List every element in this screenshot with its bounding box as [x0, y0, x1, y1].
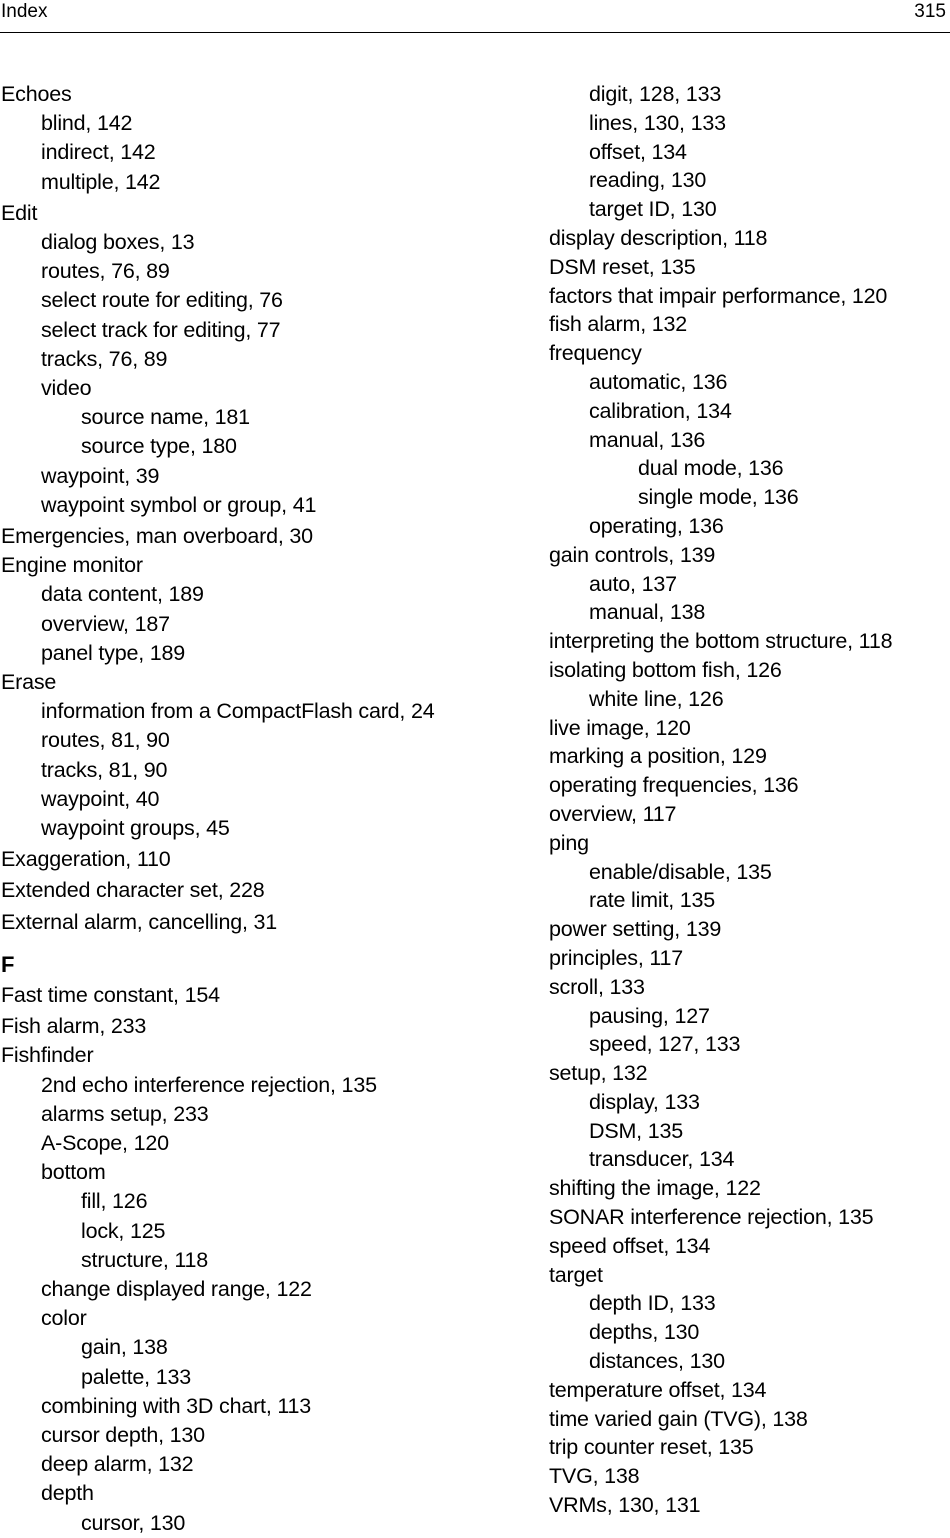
index-subentry: routes, 76, 89 [41, 259, 170, 284]
index-subsubentry: transducer, 134 [589, 1147, 735, 1172]
index-subentry: SONAR interference rejection, 135 [549, 1205, 874, 1230]
page-number: 315 [914, 1, 946, 22]
index-subsubentry: source name, 181 [81, 405, 250, 430]
index-subsubentry: lock, 125 [81, 1218, 166, 1243]
index-entry: Echoes [1, 82, 72, 106]
index-subentry: overview, 187 [41, 611, 170, 636]
index-subsubentry: reading, 130 [589, 168, 707, 193]
index-subsubentry: DSM, 135 [589, 1118, 683, 1143]
index-subentry: bottom [41, 1160, 106, 1185]
index-entry: Engine monitor [1, 553, 143, 578]
index-subentry: setup, 132 [549, 1061, 648, 1086]
index-subentry: color [41, 1306, 87, 1331]
index-subsubentry: offset, 134 [589, 139, 687, 164]
index-subsubentry: display, 133 [589, 1089, 700, 1114]
index-subentry: A-Scope, 120 [41, 1130, 169, 1155]
running-header-title: Index [1, 1, 48, 22]
index-subentry: routes, 81, 90 [41, 728, 170, 753]
index-subentry: select track for editing, 77 [41, 317, 281, 342]
index-subsubentry: fill, 126 [81, 1189, 148, 1214]
index-subentry: waypoint, 40 [41, 786, 160, 811]
index-subsubentry: palette, 133 [81, 1364, 191, 1389]
index-subsubsubentry: single mode, 136 [638, 485, 799, 510]
index-subsubentry: manual, 138 [589, 600, 706, 625]
index-subsubentry: enable/disable, 135 [589, 859, 772, 884]
index-column-left [1, 80, 541, 1538]
index-subentry: select route for editing, 76 [41, 288, 283, 313]
index-subentry: shifting the image, 122 [549, 1176, 761, 1201]
index-subentry: speed offset, 134 [549, 1233, 711, 1258]
index-subentry: tracks, 76, 89 [41, 346, 168, 371]
index-subentry: overview, 117 [549, 801, 677, 826]
index-subentry: live image, 120 [549, 715, 691, 740]
index-subentry: VRMs, 130, 131 [549, 1493, 701, 1518]
index-subentry: alarms setup, 233 [41, 1101, 209, 1126]
index-subsubentry: manual, 136 [589, 427, 706, 452]
index-subsubentry: cursor, 130 [81, 1510, 186, 1535]
index-subentry: multiple, 142 [41, 169, 161, 194]
index-subentry: indirect, 142 [41, 140, 156, 165]
index-entry: External alarm, cancelling, 31 [1, 909, 278, 934]
page-header [0, 0, 950, 33]
index-entry: Emergencies, man overboard, 30 [1, 524, 313, 549]
index-subsubentry: digit, 128, 133 [589, 82, 722, 106]
index-subentry: blind, 142 [41, 111, 133, 136]
index-subsubentry: automatic, 136 [589, 369, 728, 394]
index-subentry: operating frequencies, 136 [549, 773, 799, 798]
index-entry: Extended character set, 228 [1, 878, 265, 903]
index-subsubentry: rate limit, 135 [589, 888, 716, 913]
index-subsubsubentry: dual mode, 136 [638, 456, 784, 481]
index-subentry: panel type, 189 [41, 640, 186, 665]
index-entry: Fish alarm, 233 [1, 1014, 147, 1039]
index-subentry: video [41, 376, 92, 401]
index-subentry: information from a CompactFlash card, 24 [41, 699, 435, 724]
index-subentry: ping [549, 830, 589, 855]
index-subentry: combining with 3D chart, 113 [41, 1393, 312, 1418]
index-column-right [549, 80, 949, 1520]
index-subsubentry: lines, 130, 133 [589, 110, 726, 135]
index-subentry: TVG, 138 [549, 1464, 640, 1489]
index-subsubentry: target ID, 130 [589, 197, 717, 222]
index-subentry: dialog boxes, 13 [41, 230, 195, 255]
index-subentry: data content, 189 [41, 582, 204, 607]
index-subsubentry: distances, 130 [589, 1349, 725, 1374]
index-subsubentry: white line, 126 [589, 686, 724, 711]
index-subsubentry: calibration, 134 [589, 398, 732, 423]
index-subentry: isolating bottom fish, 126 [549, 657, 782, 682]
index-subentry: temperature offset, 134 [549, 1377, 767, 1402]
index-subentry: gain controls, 139 [549, 542, 716, 567]
index-subentry: marking a position, 129 [549, 744, 767, 769]
index-subsubentry: depth ID, 133 [589, 1291, 716, 1316]
index-subentry: tracks, 81, 90 [41, 757, 168, 782]
index-entry: Edit [1, 200, 38, 225]
index-subentry: power setting, 139 [549, 917, 722, 942]
index-subentry: trip counter reset, 135 [549, 1435, 754, 1460]
index-subsubentry: source type, 180 [81, 434, 237, 459]
index-subentry: cursor depth, 130 [41, 1422, 205, 1447]
index-subentry: DSM reset, 135 [549, 254, 696, 279]
index-subentry: display description, 118 [549, 225, 768, 250]
index-subentry: waypoint symbol or group, 41 [41, 492, 317, 517]
index-subentry: factors that impair performance, 120 [549, 283, 888, 308]
index-subentry: fish alarm, 132 [549, 312, 688, 337]
index-subentry: deep alarm, 132 [41, 1452, 194, 1477]
index-subentry: depth [41, 1481, 94, 1506]
index-subentry: change displayed range, 122 [41, 1276, 312, 1301]
index-subentry: interpreting the bottom structure, 118 [549, 629, 893, 654]
index-subentry: scroll, 133 [549, 974, 645, 999]
index-entry: Fishfinder [1, 1043, 94, 1068]
index-subentry: waypoint, 39 [41, 463, 160, 488]
index-subentry: principles, 117 [549, 945, 684, 970]
index-subsubentry: pausing, 127 [589, 1003, 710, 1028]
index-entry: Exaggeration, 110 [1, 847, 171, 872]
index-subsubentry: structure, 118 [81, 1247, 209, 1272]
index-subentry: target [549, 1262, 603, 1287]
index-subentry: waypoint groups, 45 [41, 816, 230, 841]
index-subsubentry: gain, 138 [81, 1335, 168, 1360]
index-subsubentry: operating, 136 [589, 513, 724, 538]
index-subsubentry: auto, 137 [589, 571, 677, 596]
section-letter: F [1, 951, 15, 977]
index-subentry: time varied gain (TVG), 138 [549, 1406, 808, 1431]
index-entry: Fast time constant, 154 [1, 982, 220, 1007]
index-subsubentry: speed, 127, 133 [589, 1032, 741, 1057]
index-subentry: 2nd echo interference rejection, 135 [41, 1072, 377, 1097]
index-subsubentry: depths, 130 [589, 1320, 700, 1345]
index-subentry: frequency [549, 341, 642, 366]
index-entry: Erase [1, 670, 57, 695]
